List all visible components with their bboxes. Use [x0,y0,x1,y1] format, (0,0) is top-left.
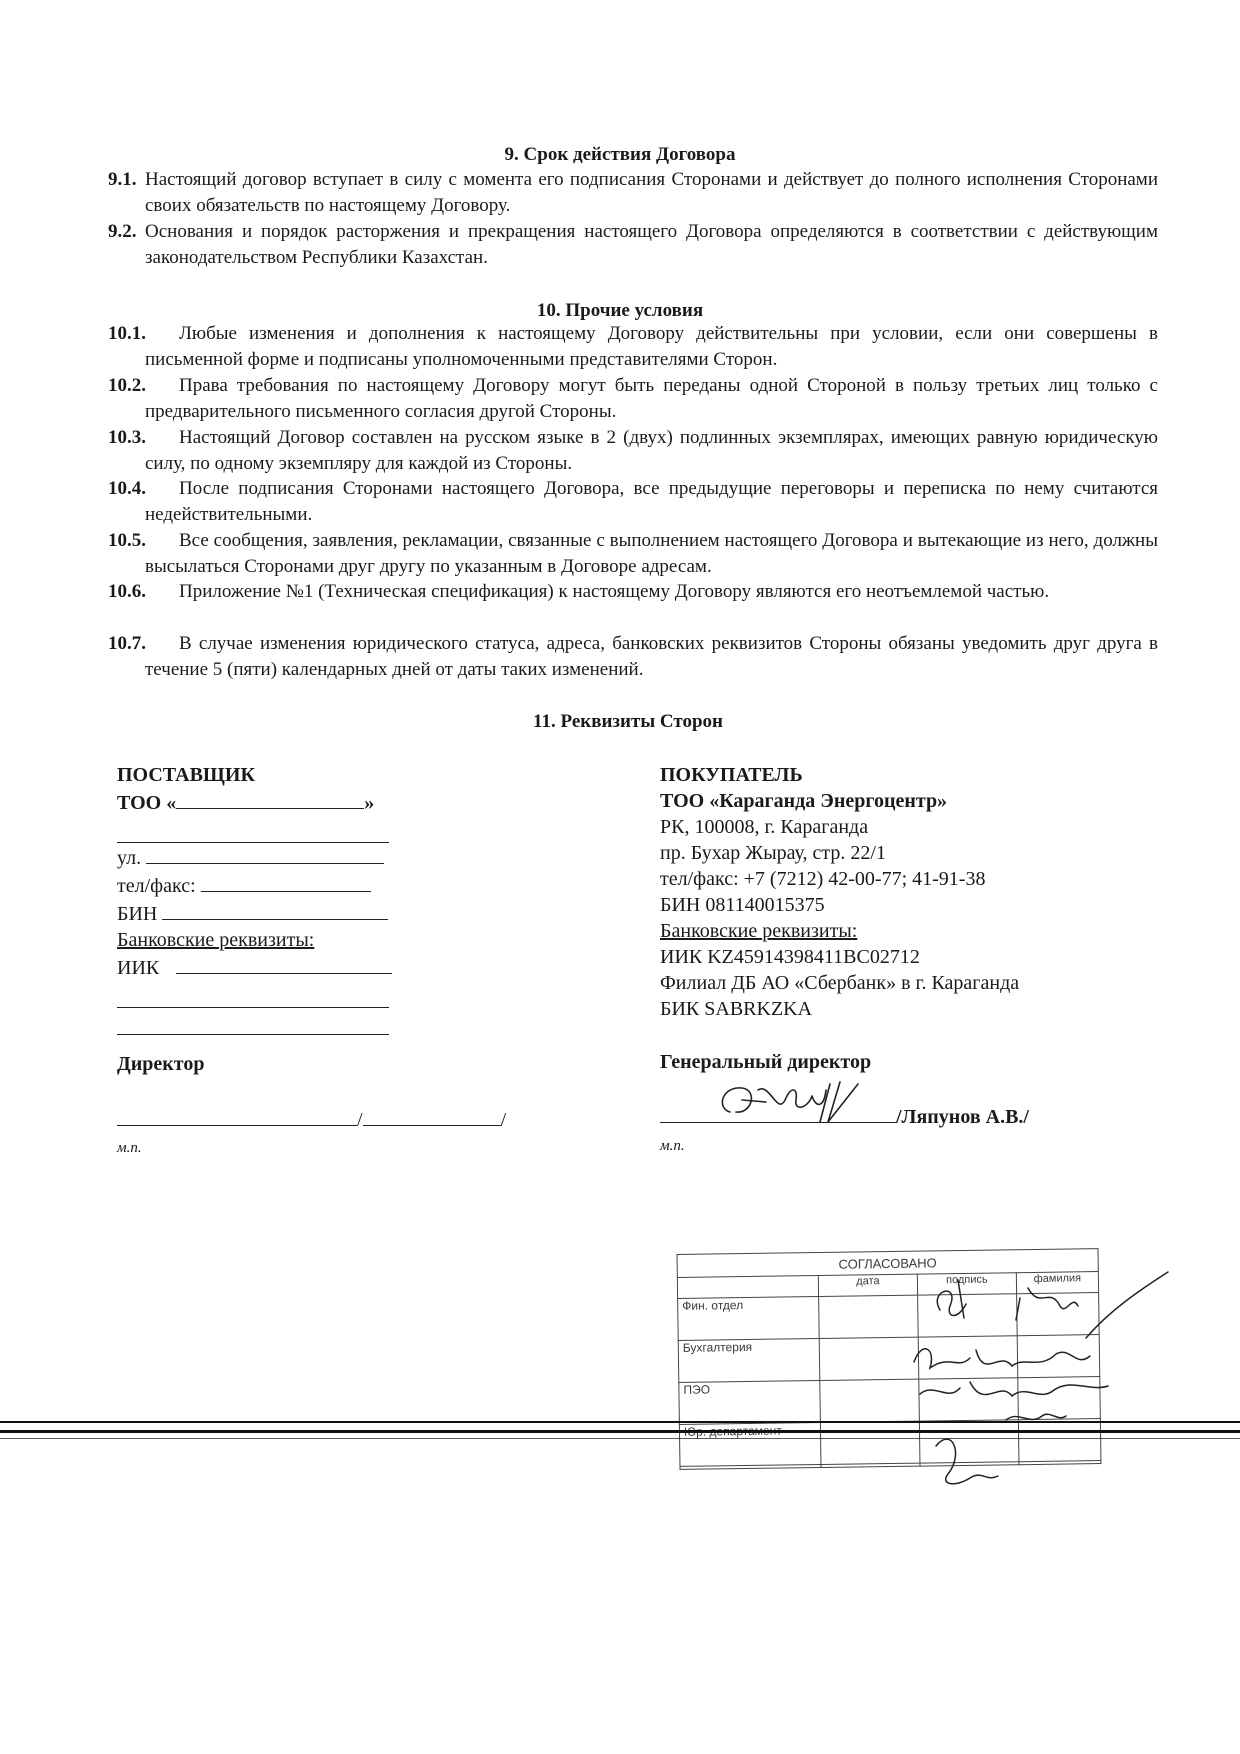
supplier-street-blank [146,843,384,864]
supplier-signature-blank [117,1105,357,1126]
supplier-phone-label: тел/факс: [117,875,196,897]
buyer-bin: БИН 081140015375 [660,894,825,916]
clause-text: В случае изменения юридического статуса, адреса, банковских реквизитов Стороны обязаны уведомить друг друга в течение 5 (пяти) календарных дней от даты таких изменений. [145,633,1158,680]
buyer-signer: /Ляпунов А.В./ [896,1106,1029,1128]
clause-10-1 [108,321,1158,373]
buyer-address-1: РК, 100008, г. Караганда [660,816,869,838]
supplier-company-prefix: ТОО « [117,792,177,814]
section-11-title: 11. Реквизиты Сторон [533,711,723,732]
clause-text: Настоящий Договор составлен на русском языке в 2 (двух) подлинных экземплярах, имеющих равную юридическую силу, по одному экземпляру для каждой из Стороны. [145,427,1158,474]
clause-number: 10.6. [108,581,146,602]
supplier-company [117,788,417,816]
buyer-bank-name: Филиал ДБ АО «Сбербанк» в г. Караганда [660,972,1020,994]
stamp-col-date: дата [818,1274,917,1296]
buyer-phone: тел/факс: +7 (7212) 42-00-77; 41-91-38 [660,868,986,890]
clause-number: 10.5. [108,530,146,551]
buyer-heading: ПОКУПАТЕЛЬ [660,764,803,786]
clause-10-6 [108,579,1158,605]
buyer-iik: ИИК KZ45914398411BC02712 [660,946,920,968]
stamp-row-label: Фин. отдел [678,1296,820,1340]
clause-number: 10.7. [108,633,146,654]
clause-text: Любые изменения и дополнения к настоящему Договору действительны при условии, если они совершены в письменной форме и подписаны уполномоченными представителями Сторон. [145,323,1158,370]
clause-9-1 [108,167,1158,219]
stamp-title: СОГЛАСОВАНО [677,1249,1098,1278]
stamp-col-surname: фамилия [1016,1272,1098,1294]
clause-9-2 [108,219,1158,271]
buyer-position: Генеральный директор [660,1051,872,1073]
buyer-company: ТОО «Караганда Энергоцентр» [660,790,948,812]
supplier-street [117,843,417,871]
supplier-bank-label: Банковские реквизиты: [117,929,315,951]
clause-number: 9.2. [108,221,137,242]
buyer-seal: м.п. [660,1138,685,1154]
supplier-blank-line [117,981,389,1008]
stamp-row-label: ПЭО [679,1381,821,1425]
clause-number: 10.1. [108,323,146,344]
supplier-blank-line [117,816,389,843]
clause-text: Приложение №1 (Техническая спецификация) к настоящему Договору являются его неотъемлемой частью. [179,581,1050,602]
supplier-heading: ПОСТАВЩИК [117,764,255,786]
clause-number: 9.1. [108,169,137,190]
clause-number: 10.3. [108,427,146,448]
stamp-row-label [680,1465,821,1470]
buyer-address-2: пр. Бухар Жырау, стр. 22/1 [660,842,886,864]
supplier-iik [117,953,417,981]
supplier-bin [117,899,417,927]
clause-text: Все сообщения, заявления, рекламации, связанные с выполнением настоящего Договора и вытекающие из него, должны высылаться Сторонами друг другу по указанным в Договоре адресам. [145,530,1158,577]
section-10-title: 10. Прочие условия [536,300,704,321]
supplier-iik-label: ИИК [117,957,160,979]
buyer-details [660,762,1140,1022]
supplier-seal: м.п. [117,1140,142,1156]
supplier-bin-label: БИН [117,903,158,925]
buyer-handwritten-signature [712,1078,872,1128]
clause-10-5 [108,528,1158,580]
clause-10-3 [108,425,1158,477]
buyer-bik: БИК SABRKZKA [660,998,813,1020]
supplier-bin-blank [162,899,388,920]
clause-10-7 [108,631,1158,683]
clause-10-4 [108,476,1158,528]
stamp-col-blank [677,1275,818,1298]
scan-rule [0,1430,1240,1433]
stamp-col-signature: подпись [917,1273,1016,1295]
stamp-row-label: Бухгалтерия [678,1339,820,1383]
supplier-phone [117,871,417,899]
supplier-iik-blank [176,953,392,974]
supplier-company-blank [176,788,364,809]
supplier-blank-line [117,1008,389,1035]
stamp-handwritten-signatures [900,1270,1180,1500]
scan-rule [0,1421,1240,1423]
supplier-company-suffix: » [364,792,375,814]
clause-text: Права требования по настоящему Договору могут быть переданы одной Стороной в пользу третьих лиц только с предварительного письменного согласия другой Стороны. [145,375,1158,422]
clause-text: После подписания Сторонами настоящего Договора, все предыдущие переговоры и переписка по нему считаются недействительными. [145,478,1158,525]
clause-10-2 [108,373,1158,425]
supplier-sign-sep-2: / [500,1109,507,1131]
scan-rule [0,1438,1240,1439]
clause-number: 10.2. [108,375,146,396]
supplier-phone-blank [201,871,371,892]
supplier-sign-sep-1: / [357,1109,363,1131]
supplier-name-blank [363,1105,501,1126]
clause-text: Основания и порядок расторжения и прекращения настоящего Договора определяются в соответствии с действующим законодательством Республики Казахстан. [145,221,1158,268]
buyer-bank-label: Банковские реквизиты: [660,920,858,942]
clause-number: 10.4. [108,478,146,499]
section-9-title: 9. Срок действия Договора [504,144,736,165]
clause-text: Настоящий договор вступает в силу с момента его подписания Сторонами и действует до полного исполнения Сторонами своих обязательств по настоящему Договору. [145,169,1158,216]
supplier-details [117,762,417,1035]
supplier-street-label: ул. [117,847,142,869]
supplier-position: Директор [117,1053,205,1075]
supplier-signature-line [117,1105,506,1133]
